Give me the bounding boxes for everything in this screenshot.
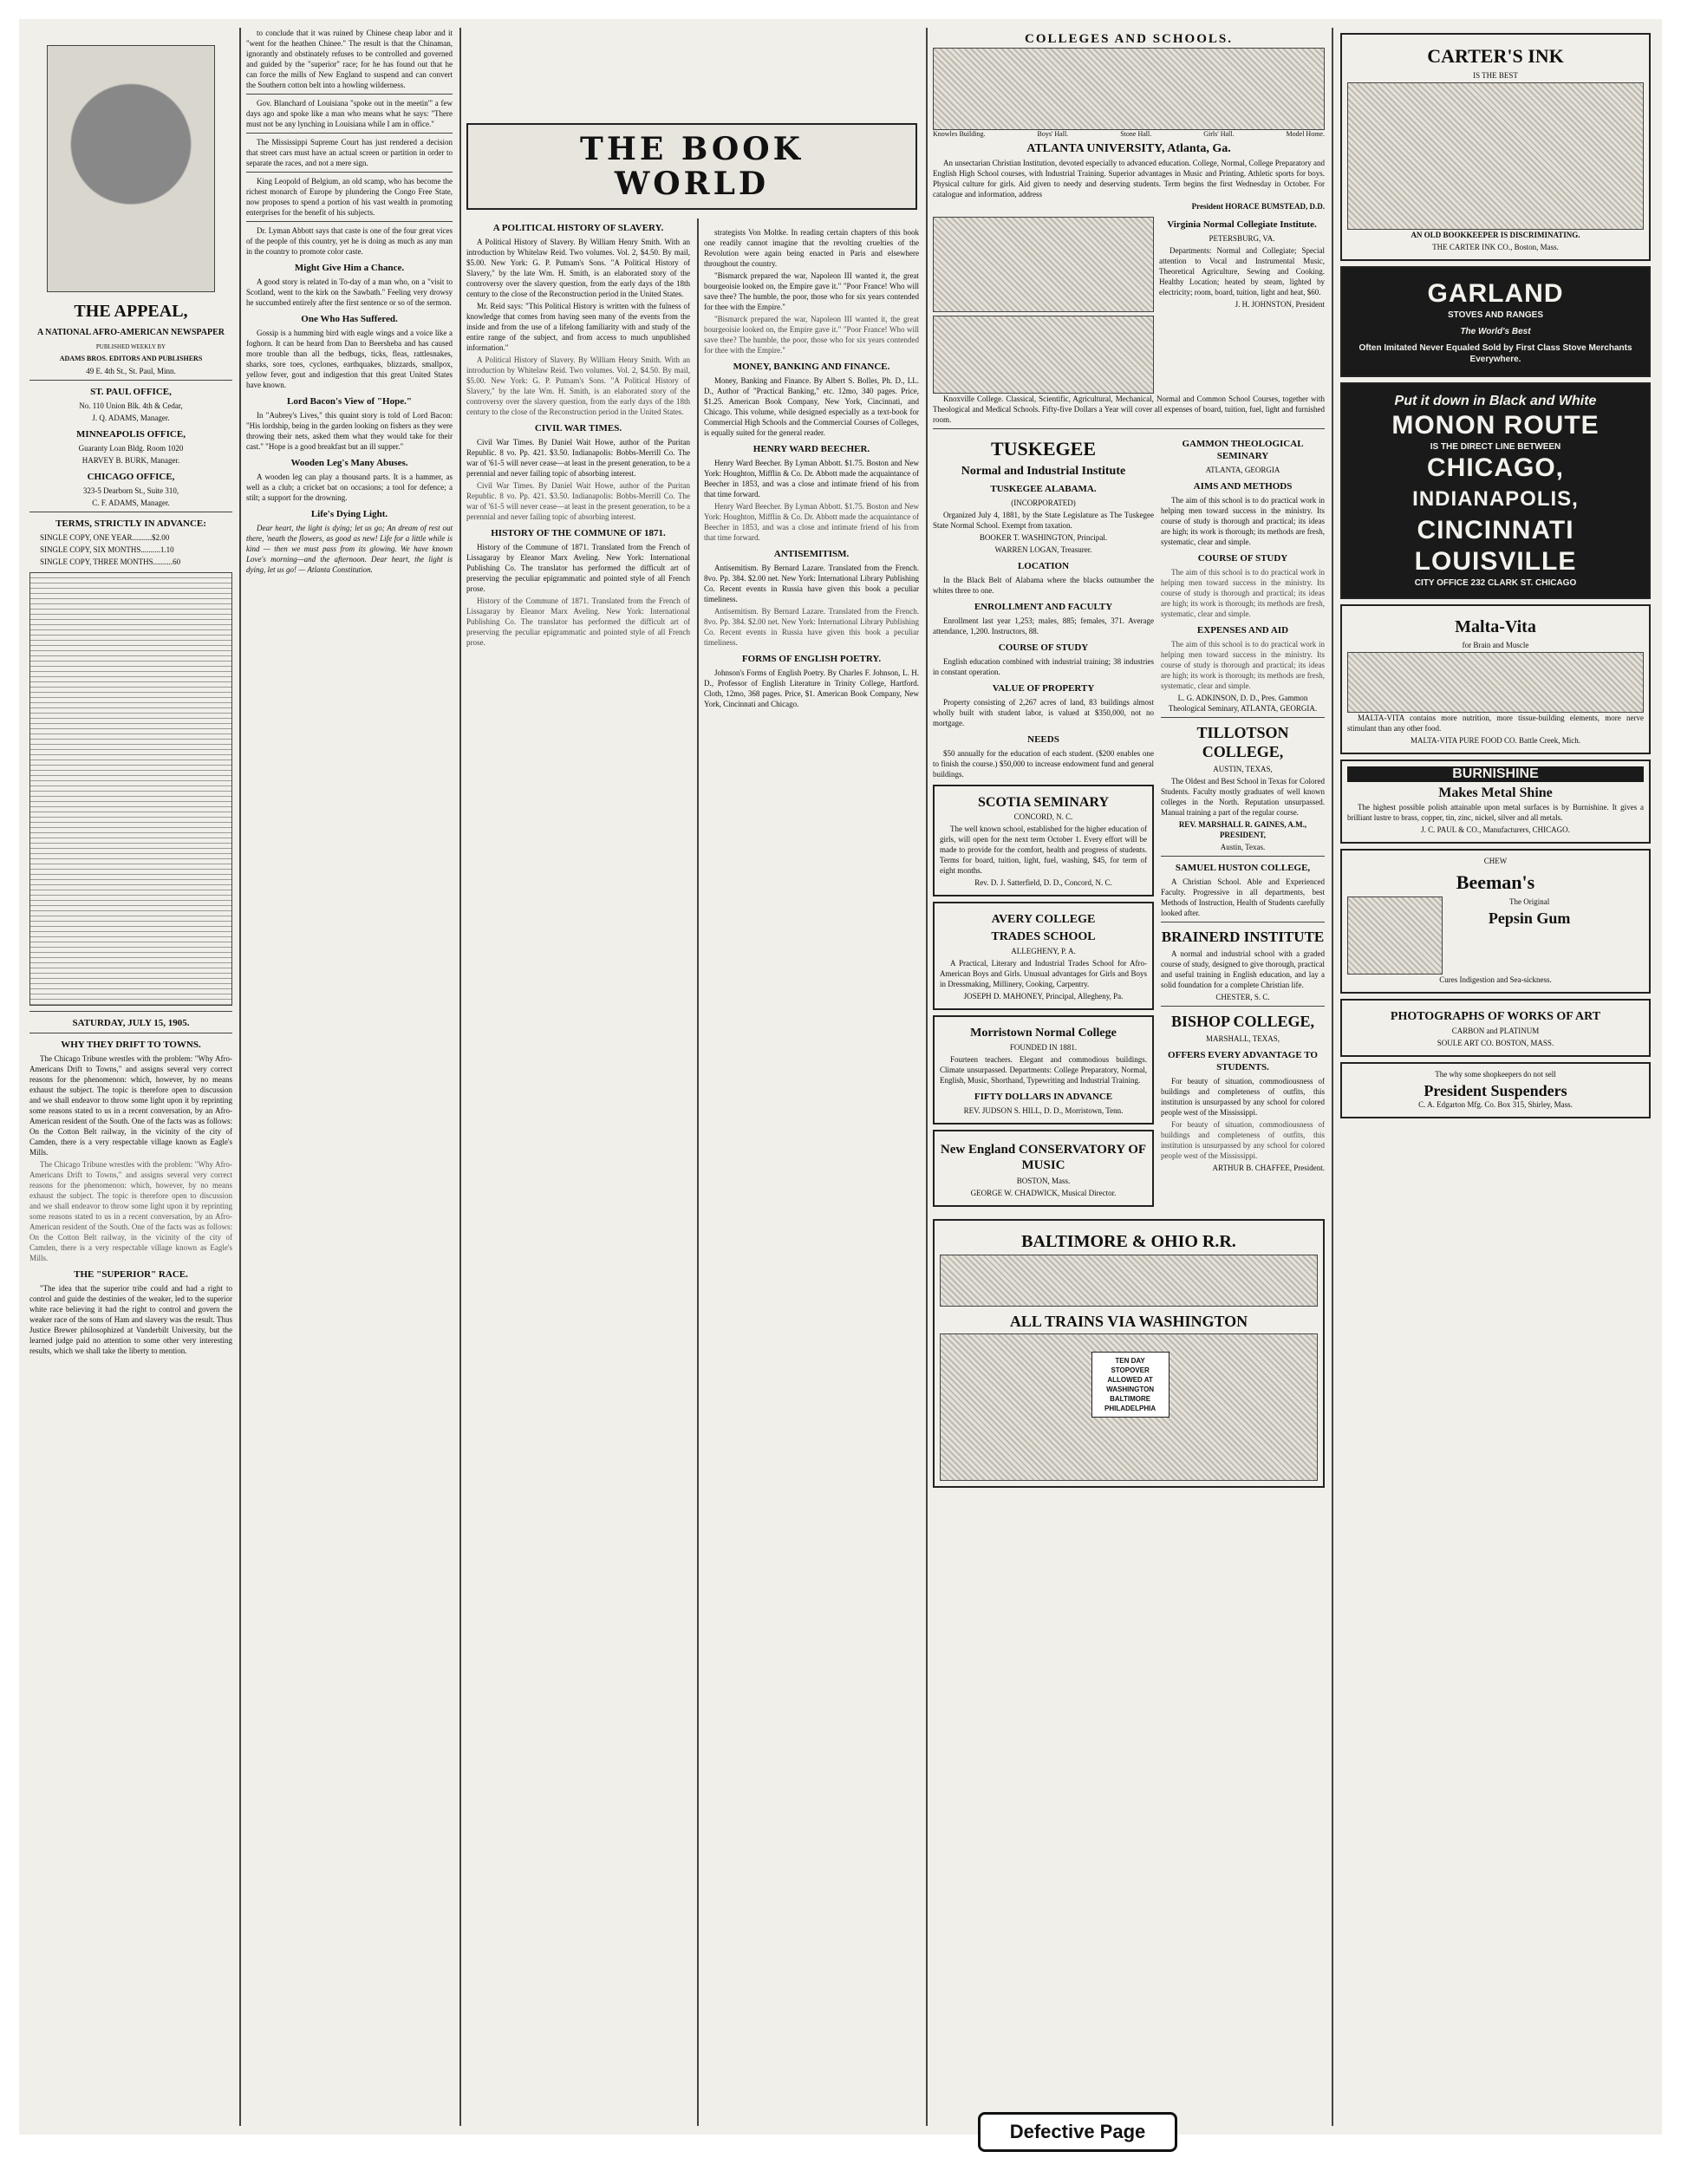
colleges-banner: COLLEGES AND SCHOOLS. [1025,32,1233,46]
headline-lifes-dying-light: Life's Dying Light. [310,509,388,519]
terms-line: SINGLE COPY, ONE YEAR..........$2.00 [40,533,170,542]
defective-page-stamp: Defective Page [978,2112,1177,2152]
review-text: strategists Von Moltke. In reading certain chapters of this book one readily cannot imagine that the revolting cruelties of the Revolution were again being enacted in Paris and elsewhere throughout the country. [704,228,919,268]
terms-line: SINGLE COPY, SIX MONTHS..........1.10 [40,545,174,554]
knoxville-image-2 [933,316,1154,394]
review-text: Johnson's Forms of English Poetry. By Charles F. Johnson, L. H. D., Professor of English Literature in Trinity College, Hartford. Cloth, 12mo, 368 pages. Price, $1. American Book Company, New York, Cincinnati and Chicago. [704,668,919,708]
avery-ad: AVERY COLLEGE TRADES SCHOOL ALLEGHENY, P. A. A Practical, Literary and Industrial Trades School for Afro-American Boys and Girls. Unusual advantages for Girls and Boys in Dressmaking, Millinery, Cooking, Carpentry. JOSEPH D. MAHONEY, Principal, Allegheny, Pa. [933,902,1154,1010]
headline-why-they-drift: WHY THEY DRIFT TO TOWNS. [61,1040,201,1050]
review-text: A Political History of Slavery. By William Henry Smith. With an introduction by Whitelaw Reid. Two volumes. Vol. 2, $4.50. By mail, $5.00. New York: G. P. Putnam's Sons. "A Political History of Slavery," by the late Wm. H. Smith, is an elaborated story of the controversy over the slavery question, from the early days of the 18th century to the close of the Reconstruction period in the United States. [466,355,690,416]
brainerd-title: BRAINERD INSTITUTE [1161,929,1325,945]
atlanta-president: President HORACE BUMSTEAD, D.D. [1191,202,1325,211]
banner-line-1: THE BOOK [580,131,804,167]
publisher-address: 49 E. 4th St., St. Paul, Minn. [86,367,176,375]
tuskegee-place: TUSKEGEE ALABAMA. [990,484,1097,494]
review-text: Henry Ward Beecher. By Lyman Abbott. $1.75. Boston and New York: Houghton, Mifflin & Co. Dr. Abbott made the acquaintance of Beecher in 1853, and was a close and intimate friend of his from that time forward. [704,502,919,542]
terms-line: SINGLE COPY, THREE MONTHS..........60 [40,557,181,566]
column-book-reviews [700,227,922,2126]
office-chicago: CHICAGO OFFICE, 323-5 Dearborn St., Suite 310, C. F. ADAMS, Manager. [82,472,179,507]
monon-route-ad: Put it down in Black and White MONON ROUTE IS THE DIRECT LINE BETWEEN CHICAGO, INDIANAPOLIS, CINCINNATI LOUISVILLE CITY OFFICE 232 CLARK ST. CHICAGO [1340,382,1651,599]
tuskegee-title: TUSKEGEE [990,438,1097,460]
review-text: Civil War Times. By Daniel Wait Howe, author of the Puritan Republic. 8 vo. Pp. 421. $3.50. Indianapolis: Bobbs-Merrill Co. The war of '61-5 will never cease—at least in the present generation, to be a perennial and never failing topic of absorbing interest. [466,438,690,478]
atlanta-text: An unsectarian Christian Institution, devoted especially to advanced education. College, Normal, College Preparatory and English High School courses, with Industrial Training. Superior advantages in Music and Printing. Athletic sports for boys. Physical culture for girls. Aid given to needy and deserving students. Term begins the first Wednesday in October. For catalogue and information, address [933,159,1325,199]
column-book-world [463,28,804,2126]
office-st-paul: ST. PAUL OFFICE, No. 110 Union Blk. 4th & Cedar, J. Q. ADAMS, Manager. [79,387,183,422]
article-text: The Mississippi Supreme Court has just rendered a decision that street cars must have an actual screen or partition in order to separate the races, and not a mere sign. [246,138,453,167]
article-text: The Chicago Tribune wrestles with the problem: "Why Afro-Americans Drift to Towns," and assigns several very correct reasons for the phenomenon: which, however, by no means exhaust the subject. The topic is therefore open to discussion and we shall endeavor to throw some light upon it by reprinting some reasons stated to us in a recent conversation, by an Afro-American resident of the South. One of the facts was as follows: On the Cotton Belt railway, in the vicinity of the city of Camden, there is a very respectable village known as Eagle's Mills. [29,1160,232,1262]
article-text: Gov. Blanchard of Louisiana "spoke out in the meetin'" a few days ago and spoke like a man who means what he says: "There must not be any lynching in Louisiana while I am in office." [246,99,453,128]
headline-civil-war-times: CIVIL WAR TIMES. [534,423,622,434]
review-text: "Bismarck prepared the war, Napoleon III wanted it, the great bourgeoisie looked on, the Empire gave it." "Poor France! Who will save thee? The humble, the poor, those who for six years contended for thee with the Empire." [704,271,919,311]
review-text: A Political History of Slavery. By William Henry Smith. With an introduction by Whitelaw Reid. Two volumes. Vol. 2, $4.50. By mail, $5.00. New York: G. P. Putnam's Sons. "A Political History of Slavery," by the late Wm. H. Smith, is an elaborated story of the controversy over the slavery question, from the early days of the 18th century to the close of the Reconstruction period in the United States. [466,238,690,298]
garland-stoves-ad: GARLAND STOVES AND RANGES The World's Best Often Imitated Never Equaled Sold by First Class Stove Merchants Everywhere. [1340,266,1651,377]
knoxville-image-1 [933,217,1154,312]
column-masthead [26,28,236,2126]
review-text: Money, Banking and Finance. By Albert S. Bolles, Ph. D., LL. D., Author of "Practical Banking," etc. 12mo, 340 pages. Price, $1.25. American Book Company, New York, Cincinnati, and Chicago. This volume, while designed especially as a text-book for Commercial High Schools and the Commercial Courses of Colleges, is equally suited for the general reader. [704,376,919,437]
bishop-title: BISHOP COLLEGE, [1170,1013,1315,1030]
headline-money-banking: MONEY, BANKING AND FINANCE. [733,362,890,372]
article-text: Gossip is a humming bird with eagle wings and a voice like a foghorn. It can be heard from Dan to Beersheba and has caused more trouble than all the bedbugs, ticks, fleas, rattlesnakes, sharks, sore toes, cyclones, earthquakes, blizzards, smallpox, yellow fever, gout and indigestion that this great United States have known. [246,329,453,389]
newspaper-page [19,19,1662,2135]
headline-political-history: A POLITICAL HISTORY OF SLAVERY. [492,223,664,233]
masthead-title: THE APPEAL, [74,302,188,321]
office-minneapolis: MINNEAPOLIS OFFICE, Guaranty Loan Bldg. Room 1020 HARVEY B. BURK, Manager. [76,429,186,465]
president-suspenders-ad: The why some shopkeepers do not sell President Suspenders C. A. Edgarton Mfg. Co. Box 315, Shirley, Mass. [1340,1062,1651,1118]
bookkeeper-illustration [1347,82,1644,230]
beeman-portrait [1347,896,1443,975]
morristown-ad: Morristown Normal College FOUNDED IN 1881. Fourteen teachers. Elegant and commodious buildings. Climate unsurpassed. Departments: College Preparatory, Normal, English, Music, Shorthand, Typewriting and Industrial Training. FIFTY DOLLARS IN ADVANCE REV. JUDSON S. HILL, D. D., Morristown, Tenn. [933,1015,1154,1125]
gammon-title: GAMMON THEOLOGICAL SEMINARY [1182,439,1304,461]
article-text: A good story is related in To-day of a man who, on a "visit to Scotland, went to the kirk on the Sawbath." Feeling very drowsy he succumbed entirely after the first sentence or so of the sermon. [246,277,453,307]
publisher: ADAMS BROS. EDITORS AND PUBLISHERS [59,355,203,362]
scotia-ad: SCOTIA SEMINARY CONCORD, N. C. The well known school, established for the higher education of girls, will open for the next term October 1. Every effort will be made to provide for the comfort, health and progress of students. Terms for board, tuition, light, fuel, washing, $45, for term of eight months. Rev. D. J. Satterfield, D. D., Concord, N. C. [933,785,1154,896]
headline-antisemitism: ANTISEMITISM. [773,549,850,559]
headline-might-give-him: Might Give Him a Chance. [294,263,405,273]
atlanta-university-title: ATLANTA UNIVERSITY, Atlanta, Ga. [1026,142,1231,155]
column-colleges: COLLEGES AND SCHOOLS. Knowles Building. Boys' Hall. Stone Hall. Girls' Hall. Model Home. ATLANTA UNIVERSITY, Atlanta, Ga. An unsectarian Christian Institution, devoted especially to advanced education. College, Normal, College Preparatory and English High School courses, with Industrial Training. Superior advantages in Music and Printing. Athletic sports for boys. Physical culture for girls. Aid given to needy and deserving students. Term begins the first Wednesday in October. For catalogue and information, address President HORACE BUMSTEAD, D.D. Virginia Normal Collegiate Institute. PETERSBURG, VA. Departments: Normal and Collegiate; Special attention to Vocal and Instrumental Music, Theoretical Agriculture, Sewing and Cooking. Healthy Location; heated by steam, lighted by electricity; room, board, tuition, light and heat, $60. J. H. JOHNSTON, President Knoxville College. Classical, Scientific, Agricultural, Mechanical, Normal and Common School Courses, together with Theological and Medical Schools. Fifty-five Dollars a Year will cover all expenses of board, tuition, fuel, light and furnished room. TUSKEGEE Normal and Industrial Institute TUSKEGEE ALABAMA. (INCORPORATED) Organized July 4, 1881, by the State Legislature as The Tuskegee State Normal School. Exempt from taxation. BOOKER T. WASHINGTON, Principal. WARREN LOGAN, Treasurer. LOCATION In the Black Belt of Alabama where the blacks outnumber the whites three to one. ENROLLMENT AND FACULTY Enrollment last year 1,253; males, 885; females, 371. Average attendance, 1,200. Instructors, 88. COURSE OF STUDY English education combined with industrial training; 38 industries in constant operation. VALUE OF PROPERTY Property consisting of 2,267 acres of land, 83 buildings almost wholly built with student labor, is valued at $350,000, not no mortgage. NEEDS $50 annually for the education of each student. ($200 enables one to finish the course.) $50,000 to increase endowment fund and general buildings. SCOTIA SEMINARY CONCORD, N. C. The well known school, established for the higher education of girls, will open for the next term October 1. Every effort will be made to provide for the comfort, health and progress of students. Terms for board, tuition, light, fuel, washing, $45, for term of eight months. Rev. D. J. Satterfield, D. D., Concord, N. C. AVERY COLLEGE TRADES SCHOOL ALLEGHENY, P. A. A Practical, Literary and Industrial Trades School for Afro-American Boys and Girls. Unusual advantages for Girls and Boys in Dressmaking, Millinery, Cooking, Carpentry. JOSEPH D. MAHONEY, Principal, Allegheny, Pa. Morristown Normal College FOUNDED IN 1881. Fourteen teachers. Elegant and commodious buildings. Climate unsurpassed. Departments: College Preparatory, Normal, English, Music, Shorthand, Typewriting and Industrial Training. FIFTY DOLLARS IN ADVANCE REV. JUDSON S. HILL, D. D., Morristown, Tenn. New England CONSERVATORY OF MUSIC BOSTON, Mass. GEORGE W. CHADWICK, Musical Director. GAMMON THEOLOGICAL SEMINARY ATLANTA, GEORGIA AIMS AND METHODS The aim of this school is to do practical work in helping men toward success in the ministry. Its course of study is thorough and practical; its ideas are high; its work is thorough; its methods are fresh, systematic, clear and simple. COURSE OF STUDY The aim of this school is to do practical work in helping men toward success in the ministry. Its course of study is thorough and practical; its ideas are high; its work is thorough; its methods are fresh, systematic, clear and simple. EXPENSES AND AID The aim of this school is to do practical work in helping men toward success in the ministry. Its course of study is thorough and practical; its ideas are high; its work is thorough; its methods are fresh, systematic, clear and simple. L. G. ADKINSON, D. D., Pres. Gammon Theological Seminary, ATLANTA, GEORGIA. TILLOTSON COLLEGE, AUSTIN, TEXAS, The Oldest and Best School in Texas for Colored Students. Faculty mostly graduates of well known colleges in the North. Reputation unsurpassed. Manual training a part of the regular course. REV. MARSHALL R. GAINES, A.M., PRESIDENT, Austin, Texas. SAMUEL HUSTON COLLEGE, A Christian School. Able and Experienced Faculty. Progressive in all departments, best Methods of Instruction, Health of Students carefully looked after. BRAINERD INSTITUTE A normal and industrial school with a graded course of study, designed to give thorough, practical and useful training in English education, and lay a solid foundation for a complete Christian life. CHESTER, S. C. BISHOP COLLEGE, MARSHALL, TEXAS, OFFERS EVERY ADVANTAGE TO STUDENTS. For beauty of situation, commodiousness of buildings and completeness of outfits, this institution is unsurpassed by any school for colored people west of the Mississippi. For beauty of situation, commodiousness of buildings and completeness of outfits, this institution is unsurpassed by any school for colored people west of the Mississippi. ARTHUR B. CHAFFEE, President. BALTIMORE & OHIO R.R. ALL TRAINS VIA WASHINGTON TEN DAY STOPOVER ALLOWED AT WASHINGTON BALTIMORE PHILADELPHIA [929,28,1328,2126]
review-text: History of the Commune of 1871. Translated from the French of Lissagaray by Eleanor Marx Aveling. New York: International Publishing Co. The translator has performed the difficult art of preserving the peculiar epigrammatic and pointed style of all French prose. [466,543,690,593]
virginia-title: Virginia Normal Collegiate Institute. [1167,219,1317,230]
malta-vita-ad: Malta-Vita for Brain and Muscle MALTA-VITA contains more nutrition, more tissue-building elements, more nerve stimulant than any other food. MALTA-VITA PURE FOOD CO. Battle Creek, Mich. [1340,604,1651,754]
beemans-gum-ad: CHEW Beeman's The Original Pepsin Gum Cures Indigestion and Sea-sickness. [1340,849,1651,994]
article-text: "The idea that the superior tribe could and had a right to control and guide the destinies of the weaker, led to the superior white race believing it had the right to control and govern the weaker race of the sons of Ham and slavery was the result. Thus Justice Brewer philosophized at Vanderbilt University, but the learned judge paid no attention to some other very interesting results, which we shall take the liberty to mention. [29,1284,232,1355]
review-text: Antisemitism. By Bernard Lazare. Translated from the French. 8vo. Pp. 384. $2.00 net. New York: International Library Publishing Co. Recent events in Russia have given this book a peculiar timeliness. [704,607,919,647]
malta-vita-box-image [1347,652,1644,713]
headline-commune: HISTORY OF THE COMMUNE OF 1871. [491,528,666,538]
knoxville-text: Knoxville College. Classical, Scientific, Agricultural, Mechanical, Normal and Common School Courses, together with Theological and Medical Schools. Fifty-five Dollars a Year will cover all expenses of board, tuition, fuel, light and furnished room. [933,394,1325,424]
headline-wooden-leg: Wooden Leg's Many Abuses. [290,458,408,468]
article-text: A wooden leg can play a thousand parts. It is a hammer, as well as a club; a cricket bat on occasions; a tool for defence; a stilt; a support for the drowning. [246,473,453,502]
huston-title: SAMUEL HUSTON COLLEGE, [1175,863,1311,873]
photographs-ad: PHOTOGRAPHS OF WORKS OF ART CARBON and PLATINUM SOULE ART CO. BOSTON, MASS. [1340,999,1651,1057]
virginia-place: PETERSBURG, VA. [1209,234,1275,243]
headline-lord-bacon: Lord Bacon's View of "Hope." [287,396,412,407]
book-world-banner [466,123,917,210]
baltimore-ohio-ad: BALTIMORE & OHIO R.R. ALL TRAINS VIA WASHINGTON TEN DAY STOPOVER ALLOWED AT WASHINGTON BALTIMORE PHILADELPHIA [933,1219,1325,1488]
article-text: King Leopold of Belgium, an old scamp, who has become the richest monarch of Europe by plundering the Congo Free State, now proposes to spend a portion of his vast wealth in promoting enterprises for the benefit of his subjects. [246,177,453,217]
review-text: "Bismarck prepared the war, Napoleon III wanted it, the great bourgeoisie looked on, the Empire gave it." "Poor France! Who will save thee? The humble, the poor, those who for six years contended for thee with the Empire." [704,315,919,355]
masthead-illustration [47,45,215,292]
banner-line-2: WORLD [614,166,770,202]
review-text: Henry Ward Beecher. By Lyman Abbott. $1.75. Boston and New York: Houghton, Mifflin & Co. Dr. Abbott made the acquaintance of Beecher in 1853, and was a close and intimate friend of his from that time forward. [704,459,919,499]
carters-ink-ad: CARTER'S INK IS THE BEST AN OLD BOOKKEEPER IS DISCRIMINATING. THE CARTER INK CO., Boston, Mass. [1340,33,1651,261]
review-text: Civil War Times. By Daniel Wait Howe, author of the Puritan Republic. 8 vo. Pp. 421. $3.50. Indianapolis: Bobbs-Merrill Co. The war of '61-5 will never cease—at least in the present generation, to be a perennial and never failing topic of absorbing interest. [466,481,690,521]
tuskegee-text: Organized July 4, 1881, by the State Legislature as The Tuskegee State Normal School. Exempt from taxation. [933,511,1154,530]
headline-beecher: HENRY WARD BEECHER. [753,444,870,454]
poem-text: Dear heart, the light is dying; let us go; An dream of rest out there, 'neath the flowers, as good as new! Life for a little while is kind — then we must pass from its glowing. We have known Love's morning—and the afternoon. Dear heart, the light is dying, let us go! — Atlanta Constitution. [246,524,453,574]
column-editorials [243,28,456,2126]
review-text: Mr. Reid says: "This Political History is written with the fulness of knowledge that comes from having seen many of the events from the inside and from the use of a lifelong familiarity with and study of the entire range of the subject, and from access to much unpublished information." [466,302,690,352]
headline-superior-race: THE "SUPERIOR" RACE. [74,1269,188,1280]
railroad-map [940,1255,1318,1307]
review-text: Antisemitism. By Bernard Lazare. Translated from the French. 8vo. Pp. 384. $2.00 net. New York: International Library Publishing Co. Recent events in Russia have given this book a peculiar timeliness. [704,564,919,603]
publisher-line: PUBLISHED WEEKLY BY [95,343,166,350]
building-labels: Knowles Building. Boys' Hall. Stone Hall. Girls' Hall. Model Home. [933,130,1325,138]
atlanta-buildings-image [933,48,1325,130]
article-text: Dr. Lyman Abbott says that caste is one of the four great vices of the people of this country, yet he is doing as much as any man in the country to promote color caste. [246,226,453,256]
fine-print-block [29,572,232,1006]
article-text: In "Aubrey's Lives," this quaint story is told of Lord Bacon: "His lordship, being in the garden looking on fishers as they were throwing their nets, asked them what they would take for their cast." "Hope is a good breakfast but an ill supper." [246,411,453,451]
terms-title: TERMS, STRICTLY IN ADVANCE: [55,518,206,529]
conservatory-ad: New England CONSERVATORY OF MUSIC BOSTON, Mass. GEORGE W. CHADWICK, Musical Director. [933,1130,1154,1207]
headline-one-who-suffered: One Who Has Suffered. [301,314,398,324]
article-text: The Chicago Tribune wrestles with the problem: "Why Afro-Americans Drift to Towns," and assigns several very correct reasons for the phenomenon: which, however, by no means exhaust the subject. The topic is therefore open to discussion and we shall endeavor to throw some light upon it by reprinting some reasons stated to us in a recent conversation, by an Afro-American resident of the South. One of the facts was as follows: On the Cotton Belt railway, in the vicinity of the city of Camden, there is a very respectable village known as Eagle's Mills. [29,1054,232,1157]
headline-forms-poetry: FORMS OF ENGLISH POETRY. [741,654,882,664]
column-advertisements [1337,28,1654,2126]
tillotson-title: TILLOTSON COLLEGE, [1196,724,1289,760]
review-text: History of the Commune of 1871. Translated from the French of Lissagaray by Eleanor Marx Aveling. New York: International Publishing Co. The translator has performed the difficult art of preserving the peculiar epigrammatic and pointed style of all French prose. [466,597,690,647]
masthead-subtitle: A NATIONAL AFRO-AMERICAN NEWSPAPER [36,328,225,337]
dateline: SATURDAY, JULY 15, 1905. [72,1018,190,1028]
travelers-illustration: TEN DAY STOPOVER ALLOWED AT WASHINGTON BALTIMORE PHILADELPHIA [940,1333,1318,1481]
virginia-text: Departments: Normal and Collegiate; Special attention to Vocal and Instrumental Music, Theoretical Agriculture, Sewing and Cooking. Healthy Location; heated by steam, lighted by electricity; room, board, tuition, light and heat, $60. [1159,246,1325,297]
virginia-contact: J. H. JOHNSTON, President [1235,300,1325,309]
article-text: to conclude that it was ruined by Chinese cheap labor and it "went for the heathen Chinee." The result is that the Chinaman, ignorantly and obstinately refuses to be controlled and governed and guided by the "superior" race; for he has found out that he can force the mills of New England to suspend and can convert the Southern cotton belt into a howling wilderness. [246,29,453,89]
tuskegee-subtitle: Normal and Industrial Institute [961,465,1126,478]
burnishine-ad: BURNISHINE Makes Metal Shine The highest possible polish attainable upon metal surfaces is by Burnishine. It gives a brilliant lustre to brass, copper, tin, zinc, nickel, silver and all metals. J. C. PAUL & CO., Manufacturers, CHICAGO. [1340,760,1651,844]
